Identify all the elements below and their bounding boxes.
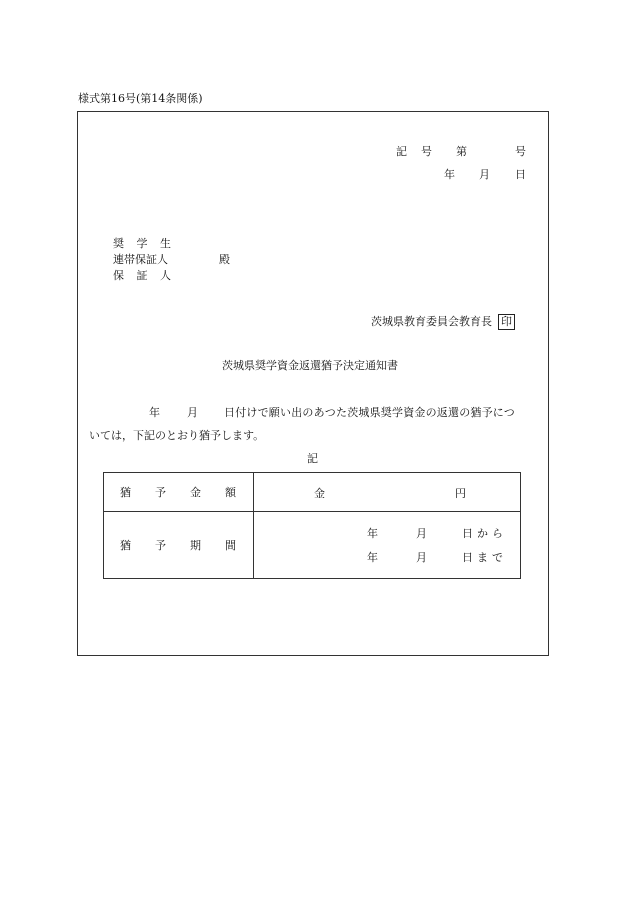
deferral-table [103, 472, 521, 579]
recipient-student: 奨 学 生 [113, 237, 171, 250]
body-month: 月 [187, 406, 198, 419]
ref-go-suffix: 号 [515, 145, 526, 158]
amount-row [104, 473, 521, 512]
date-day: 日 [515, 168, 526, 181]
to-month: 月 [416, 551, 427, 564]
amount-label-cell: 猶 予 金 額 [104, 473, 254, 512]
from-month: 月 [416, 527, 427, 540]
ref-ki: 記 [396, 145, 407, 158]
period-label-cell: 猶 予 期 間 [104, 512, 254, 579]
from-day: 日から [462, 527, 507, 540]
date-month: 月 [479, 168, 490, 181]
amount-unit: 円 [455, 487, 466, 500]
form-number: 様式第16号(第14条関係) [78, 92, 203, 105]
honorific-dono: 殿 [219, 253, 230, 266]
recipient-guarantor: 保 証 人 [113, 269, 171, 282]
to-day: 日まで [462, 551, 507, 564]
ref-dai: 第 [456, 145, 467, 158]
body-year: 年 [149, 406, 160, 419]
period-value-cell [254, 512, 521, 579]
to-year: 年 [367, 551, 378, 564]
period-row [104, 512, 521, 579]
amount-prefix: 金 [314, 487, 325, 500]
ki-heading: 記 [307, 452, 318, 465]
document-title: 茨城県奨学資金返還猶予決定通知書 [222, 359, 398, 372]
body-line1: 日付けで願い出のあつた茨城県奨学資金の返還の猶予につ [224, 406, 515, 419]
recipient-joint-guarantor: 連帯保証人 [113, 253, 168, 266]
seal-stamp: 印 [498, 314, 515, 330]
from-year: 年 [367, 527, 378, 540]
body-line2: いては，下記のとおり猶予します。 [89, 429, 265, 442]
issuer-name: 茨城県教育委員会教育長 [371, 315, 492, 328]
amount-value-cell [254, 473, 521, 512]
issuer [371, 313, 515, 330]
date-year: 年 [444, 168, 455, 181]
ref-go: 号 [421, 145, 432, 158]
